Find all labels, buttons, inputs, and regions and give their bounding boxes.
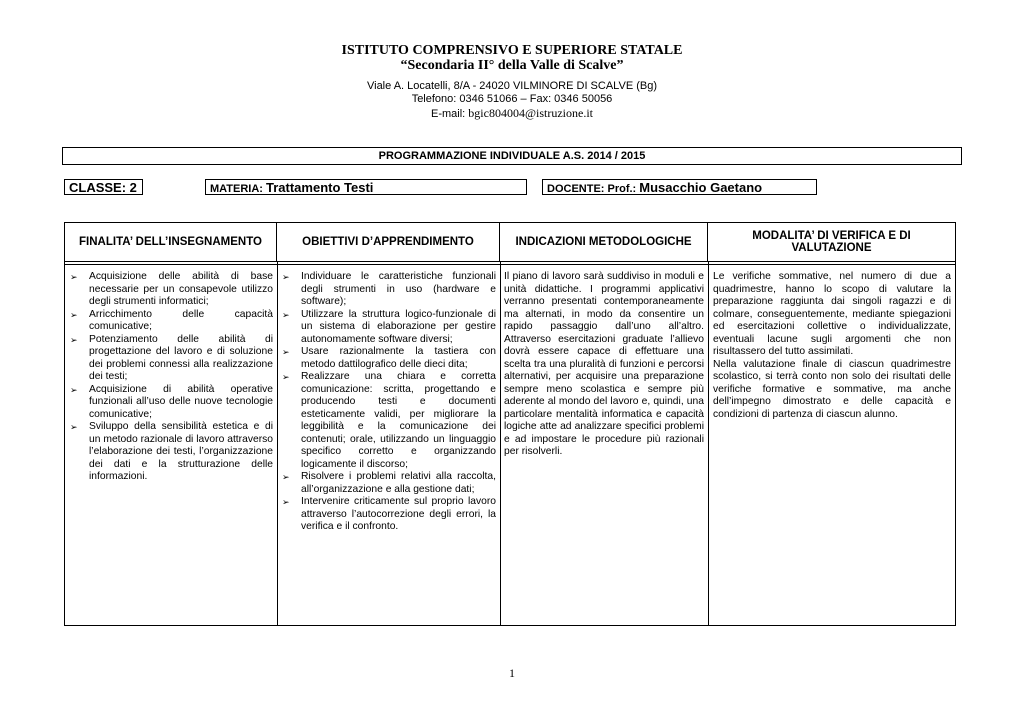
list-item <box>279 496 496 534</box>
header-verifica: MODALITA’ DI VERIFICA E DI VALUTAZIONE <box>708 223 955 261</box>
list-item <box>279 471 496 496</box>
list-item <box>279 371 496 471</box>
page-number: 1 <box>509 666 515 680</box>
column-divider <box>277 261 278 625</box>
programme-title: PROGRAMMAZIONE INDIVIDUALE A.S. 2014 / 2015 <box>62 147 962 165</box>
list-item-text: Arricchimento delle capacità comunicative; <box>89 308 273 332</box>
arrow-bullet-icon: ➢ <box>70 384 78 395</box>
arrow-bullet-icon: ➢ <box>70 272 78 282</box>
list-item <box>67 384 273 422</box>
arrow-bullet-icon: ➢ <box>282 309 290 320</box>
list-item-text: Utilizzare la struttura logico-funzionale di un sistema di elaborazione per gestire autonomamente software diversi; <box>301 308 496 345</box>
arrow-bullet-icon: ➢ <box>70 309 78 320</box>
column-divider <box>500 261 501 625</box>
header-indicazioni: INDICAZIONI METODOLOGICHE <box>500 223 708 261</box>
arrow-bullet-icon: ➢ <box>282 372 290 382</box>
materia-value: Trattamento Testi <box>266 180 374 195</box>
list-item <box>279 346 496 371</box>
header-obiettivi: OBIETTIVI D’APPRENDIMENTO <box>277 223 500 261</box>
finalita-column <box>67 271 273 484</box>
list-item <box>67 309 273 334</box>
docente-label: DOCENTE: Prof.: <box>547 183 640 195</box>
materia-box <box>205 179 527 195</box>
list-item-text: Individuare le caratteristiche funzionali degli strumenti in uso (hardware e software); <box>301 271 496 307</box>
list-item-text: Usare razionalmente la tastiera con metodo dattilografico delle dieci dita; <box>301 346 496 370</box>
arrow-bullet-icon: ➢ <box>282 347 290 357</box>
school-name: ISTITUTO COMPRENSIVO E SUPERIORE STATALE <box>341 43 683 58</box>
indicazioni-text: Il piano di lavoro sarà suddiviso in moduli e unità didattiche. I programmi applicativi verranno presentati contemporaneamente ma alternati, in modo da consentire un rapido passaggio dall’uno all’altro. Attraverso esercitazioni graduate l’allievo dovrà essere capace di effettuare una scelta tra una pluralità di funzioni e percorsi alternativi, per acquisire una preparazione sempre meno scolastica e sempre più aderente al mondo del lavoro e, quindi, una particolare mentalità informatica e capacità logiche atte ad analizzare specifici problemi e ad impostare le procedure più razionali per risolverli. <box>504 271 704 457</box>
verifica-column <box>713 271 951 421</box>
school-address: Viale A. Locatelli, 8/A - 24020 VILMINORE DI SCALVE (Bg) <box>366 80 657 92</box>
list-item-text: Sviluppo della sensibilità estetica e di un metodo razionale di lavoro attraverso l’elaborazione dei testi, l’organizzazione dei dati e la strutturazione delle informazioni. <box>89 421 273 482</box>
docente-box <box>542 179 817 195</box>
list-item-text: Acquisizione delle abilità di base necessarie per un consapevole utilizzo degli strumenti informatici; <box>89 271 273 307</box>
classe-box: CLASSE: 2 <box>64 179 143 195</box>
list-item <box>279 271 496 309</box>
header-rule <box>65 261 955 262</box>
school-subtitle: “Secondaria II° della Valle di Scalve” <box>400 58 624 73</box>
programme-table <box>64 222 956 626</box>
email-label: E-mail: <box>431 108 469 120</box>
list-item-text: Realizzare una chiara e corretta comunicazione: scritta, progettando e producendo testi e documenti esteticamente validi, per migliorare la leggibilità e la comunicazione dei contenuti; orale, utilizzando un linguaggio specifico corretto e organizzando logicamente il discorso; <box>301 371 496 470</box>
list-item <box>67 271 273 309</box>
docente-value: Musacchio Gaetano <box>639 180 763 195</box>
list-item-text: Risolvere i problemi relativi alla raccolta, all’organizzazione e alla gestione dati; <box>301 471 496 495</box>
arrow-bullet-icon: ➢ <box>282 472 290 482</box>
indicazioni-column <box>504 271 704 459</box>
obiettivi-column <box>279 271 496 534</box>
verifica-paragraph-2: Nella valutazione finale di ciascun quadrimestre scolastico, si terrà conto non solo dei risultati delle verifiche formative e sommative, ma anche dell’impegno dimostrato e delle capacità e condizioni di partenza di ciascun alunno. <box>713 358 951 420</box>
school-email <box>0 106 1024 121</box>
header-rule-2 <box>65 264 955 265</box>
header-finalita: FINALITA’ DELL’INSEGNAMENTO <box>65 223 277 261</box>
list-item <box>67 334 273 384</box>
arrow-bullet-icon: ➢ <box>282 497 290 507</box>
list-item-text: Potenziamento delle abilità di progettazione del lavoro e di soluzione dei problemi connessi alla realizzazione dei testi; <box>89 333 273 382</box>
verifica-paragraph-1: Le verifiche sommative, nel numero di due a quadrimestre, hanno lo scopo di valutare la preparazione raggiunta dai singoli ragazzi e di colmare, conseguentemente, mediante spiegazioni ed esercitazioni collettive o individualizzate, eventuali lacune sugli argomenti che non risultassero del tutto assimilati. <box>713 271 951 357</box>
list-item-text: Intervenire criticamente sul proprio lavoro attraverso l’autocorrezione degli errori, la verifica e il confronto. <box>301 496 496 532</box>
arrow-bullet-icon: ➢ <box>70 422 78 432</box>
email-value: bgic804004@istruzione.it <box>468 106 593 120</box>
column-divider <box>708 261 709 625</box>
list-item <box>279 309 496 347</box>
list-item-text: Acquisizione di abilità operative funzionali all’uso delle nuove tecnologie comunicative; <box>89 383 273 420</box>
materia-label: MATERIA: <box>210 183 267 195</box>
list-item <box>67 421 273 484</box>
arrow-bullet-icon: ➢ <box>70 334 78 345</box>
arrow-bullet-icon: ➢ <box>282 272 290 282</box>
school-phone: Telefono: 0346 51066 – Fax: 0346 50056 <box>411 93 613 105</box>
